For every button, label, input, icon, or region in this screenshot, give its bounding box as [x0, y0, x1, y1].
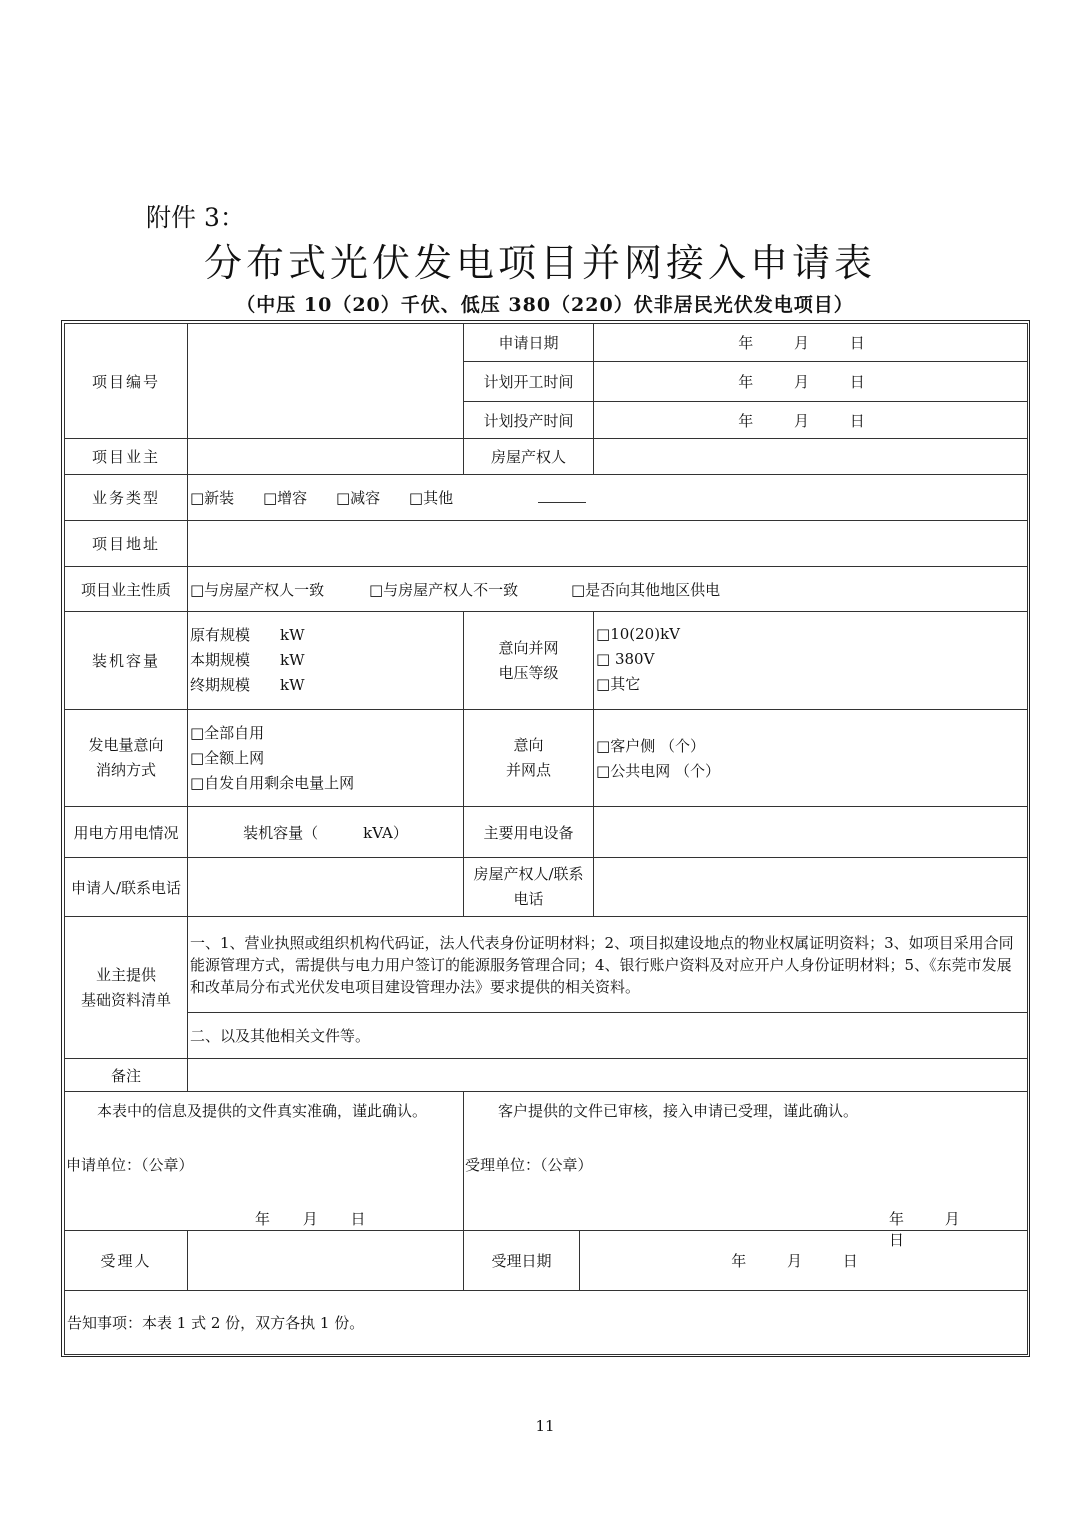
power-usage-label: 用电方用电情况 — [65, 807, 188, 858]
plan-start-field[interactable]: 年 月 日 — [594, 362, 1028, 402]
owner-nature-label: 项目业主性质 — [65, 567, 188, 612]
checkbox-different-owner[interactable]: □与房屋产权人不一致 — [368, 580, 519, 599]
consumption-options — [188, 710, 464, 807]
checkbox-new-install[interactable]: □新装 — [190, 489, 235, 507]
receiver-label: 受理人 — [65, 1231, 188, 1291]
form-subtitle: （中压 10（20）千伏、低压 380（220）伏非居民光伏发电项目） — [236, 294, 854, 316]
page-number: 11 — [535, 1417, 555, 1435]
address-label: 项目地址 — [65, 521, 188, 567]
voltage-label: 意向并网 电压等级 — [464, 612, 594, 710]
documents-label: 业主提供 基础资料清单 — [65, 917, 188, 1059]
applicant-phone-label: 申请人/联系电话 — [65, 858, 188, 917]
checkbox-voltage-other[interactable]: □其它 — [596, 675, 641, 693]
grid-point-options — [594, 710, 1028, 807]
documents-item-1: 一、1、营业执照或组织机构代码证，法人代表身份证明材料；2、项目拟建设地点的物业权属证明资料；3、如项目采用合同能源管理方式，需提供与电力用户签订的能源服务管理合同；4、银行账户资料及对应开户人身份证明材料；5、《东莞市发展和改革局分布式光伏发电项目建设管理办法》要求提供的相关资料。 — [188, 917, 1028, 1013]
acceptor-confirmation — [464, 1092, 1028, 1249]
applicant-phone-field[interactable] — [188, 858, 464, 917]
property-owner-label: 房屋产权人 — [464, 439, 594, 475]
capacity-existing: 原有规模 kW — [190, 626, 305, 644]
owner-label: 项目业主 — [65, 439, 188, 475]
installed-capacity-field[interactable]: 装机容量（ kVA） — [188, 807, 464, 858]
checkbox-other[interactable]: □其他 — [408, 489, 454, 507]
address-field[interactable] — [188, 521, 1028, 567]
documents-item-2: 二、以及其他相关文件等。 — [188, 1013, 1028, 1059]
capacity-current: 本期规模 kW — [190, 651, 305, 669]
checkbox-increase[interactable]: □增容 — [262, 489, 308, 507]
accept-unit-label: 受理单位：（公章） — [465, 1156, 593, 1174]
checkbox-public-grid[interactable]: □公共电网 （个） — [596, 762, 720, 780]
capacity-final: 终期规模 kW — [190, 676, 305, 694]
property-owner-phone-field[interactable] — [594, 858, 1028, 917]
attachment-label: 附件 3： — [146, 203, 245, 232]
checkbox-10kv[interactable]: □10(20)kV — [596, 625, 680, 643]
apply-date-field[interactable]: 年 月 日 — [594, 324, 1028, 362]
other-blank-line[interactable] — [538, 488, 586, 503]
business-type-label: 业务类型 — [65, 475, 188, 521]
consumption-label: 发电量意向 消纳方式 — [65, 710, 188, 807]
capacity-label: 装机容量 — [65, 612, 188, 710]
main-equipment-label: 主要用电设备 — [464, 807, 594, 858]
plan-operation-field[interactable]: 年 月 日 — [594, 402, 1028, 439]
project-number-label: 项目编号 — [65, 324, 188, 439]
apply-unit-label: 申请单位：（公章） — [66, 1156, 194, 1174]
business-type-options — [188, 475, 1028, 521]
owner-nature-options — [188, 567, 1028, 612]
notice-text: 告知事项：本表 1 式 2 份，双方各执 1 份。 — [65, 1291, 1028, 1355]
plan-start-label: 计划开工时间 — [464, 362, 594, 402]
checkbox-decrease[interactable]: □减容 — [335, 489, 381, 507]
confirm-right-text: 客户提供的文件已审核，接入申请已受理，谨此确认。 — [498, 1102, 859, 1120]
application-form-table — [64, 323, 1028, 1355]
property-owner-field[interactable] — [594, 439, 1028, 475]
main-equipment-field[interactable] — [594, 807, 1028, 858]
property-owner-phone-label: 房屋产权人/联系 电话 — [464, 858, 594, 917]
grid-point-label: 意向 并网点 — [464, 710, 594, 807]
apply-date-label: 申请日期 — [464, 324, 594, 362]
remarks-label: 备注 — [65, 1059, 188, 1092]
receiver-field[interactable] — [188, 1231, 464, 1291]
checkbox-same-owner[interactable]: □与房屋产权人一致 — [190, 580, 325, 599]
checkbox-full-grid[interactable]: □全额上网 — [190, 748, 265, 767]
accept-date-label: 受理日期 — [464, 1231, 580, 1291]
checkbox-customer-side[interactable]: □客户侧 （个） — [596, 737, 705, 755]
checkbox-supply-other-region[interactable]: □是否向其他地区供电 — [570, 580, 721, 599]
checkbox-self-use[interactable]: □全部自用 — [190, 723, 265, 742]
checkbox-380v[interactable]: □ 380V — [596, 650, 655, 668]
remarks-field[interactable] — [188, 1059, 1028, 1092]
capacity-field[interactable] — [188, 612, 464, 710]
accept-date-field[interactable]: 年 月 日 — [580, 1231, 1028, 1291]
plan-operation-label: 计划投产时间 — [464, 402, 594, 439]
voltage-options — [594, 612, 1028, 710]
applicant-confirmation — [65, 1092, 464, 1231]
checkbox-surplus-grid[interactable]: □自发自用剩余电量上网 — [190, 773, 355, 792]
apply-unit-date[interactable]: 年 月 日 — [255, 1210, 380, 1228]
form-title: 分布式光伏发电项目并网接入申请表 — [203, 241, 876, 285]
accept-unit-date[interactable]: 年 月 日 — [889, 1210, 978, 1249]
confirm-left-text: 本表中的信息及提供的文件真实准确，谨此确认。 — [97, 1102, 428, 1120]
owner-field[interactable] — [188, 439, 464, 475]
project-number-field[interactable] — [188, 324, 464, 439]
